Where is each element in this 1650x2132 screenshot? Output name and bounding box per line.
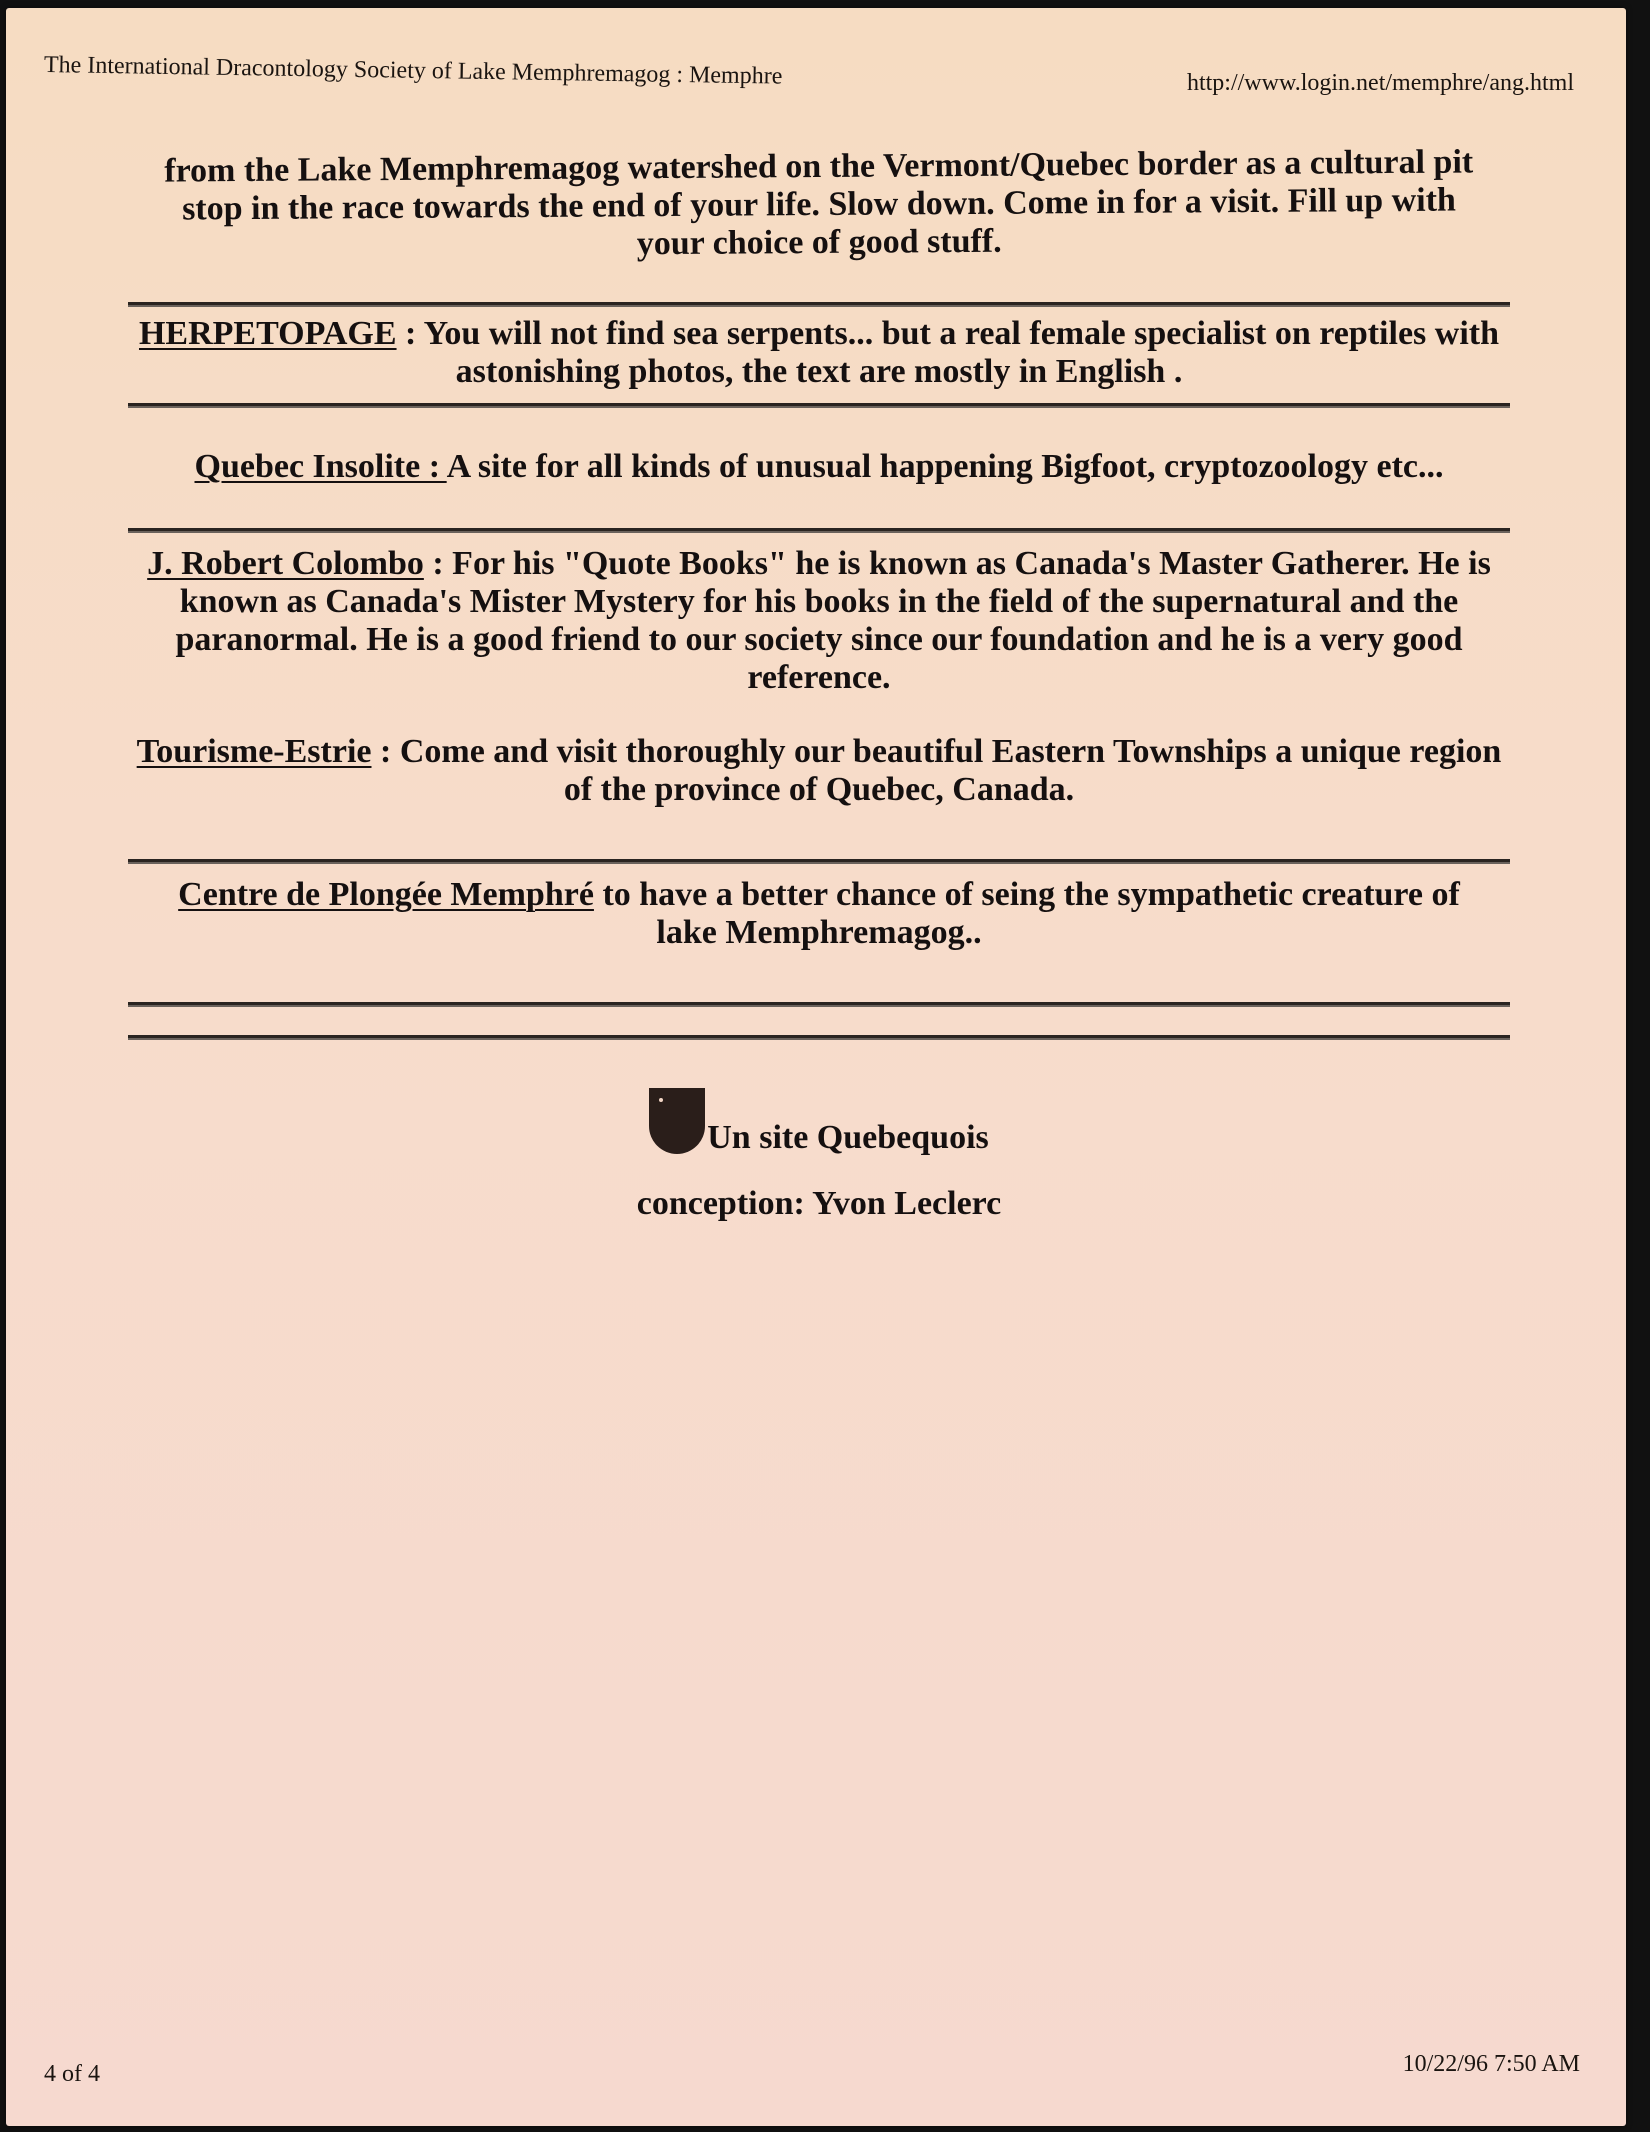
printed-page (6, 8, 1626, 2126)
entry-quebec-insolite (134, 448, 1504, 486)
entry-herpetopage-text: : You will not find sea serpents... but a real female specialist on reptiles with astonishing photos, the text are mostly in English . (396, 315, 1500, 390)
link-quebec-insolite[interactable]: Quebec Insolite : (194, 448, 447, 485)
page-header-title: The International Dracontology Society of Lake Memphremagog : Memphre (43, 52, 783, 90)
entry-colombo-text: : For his "Quote Books" he is known as Canada's Master Gatherer. He is known as Canada's Mister Mystery for his books in the field of the supernatural and the paranormal. He is a good friend to our society since our foundation and he is a very good reference. (175, 545, 1491, 696)
entry-herpetopage (134, 315, 1504, 391)
site-badge (134, 1088, 1504, 1157)
link-centre-plongee[interactable]: Centre de Plongée Memphré (178, 876, 594, 913)
entry-centre-plongee (134, 876, 1504, 952)
print-timestamp: 10/22/96 7:50 AM (1402, 2051, 1580, 2077)
link-colombo[interactable]: J. Robert Colombo (147, 545, 424, 582)
site-label: Un site Quebequois (707, 1119, 989, 1156)
entry-colombo (134, 545, 1504, 697)
quebec-shield-icon (649, 1088, 705, 1154)
entry-tourisme-estrie-text: : Come and visit thoroughly our beautiful Eastern Townships a unique region of the province of Quebec, Canada. (371, 733, 1502, 808)
entry-tourisme-estrie (134, 733, 1504, 809)
page-content (134, 143, 1504, 1223)
credit-line: conception: Yvon Leclerc (636, 1185, 1002, 1222)
entry-quebec-insolite-text: A site for all kinds of unusual happening Bigfoot, cryptozoology etc... (446, 448, 1444, 485)
page-number: 4 of 4 (44, 2061, 100, 2087)
page-header-url: http://www.login.net/memphre/ang.html (1186, 70, 1574, 96)
entry-centre-plongee-text: to have a better chance of seing the sympathetic creature of lake Memphremagog.. (593, 876, 1460, 951)
intro-paragraph: from the Lake Memphremagog watershed on the Vermont/Quebec border as a cultural pit stop in the race towards the end of your life. Slow down. Come in for a visit. Fill up with your choice of good stuff. (164, 143, 1474, 263)
link-herpetopage[interactable]: HERPETOPAGE (138, 315, 397, 352)
link-tourisme-estrie[interactable]: Tourisme-Estrie (136, 733, 372, 770)
